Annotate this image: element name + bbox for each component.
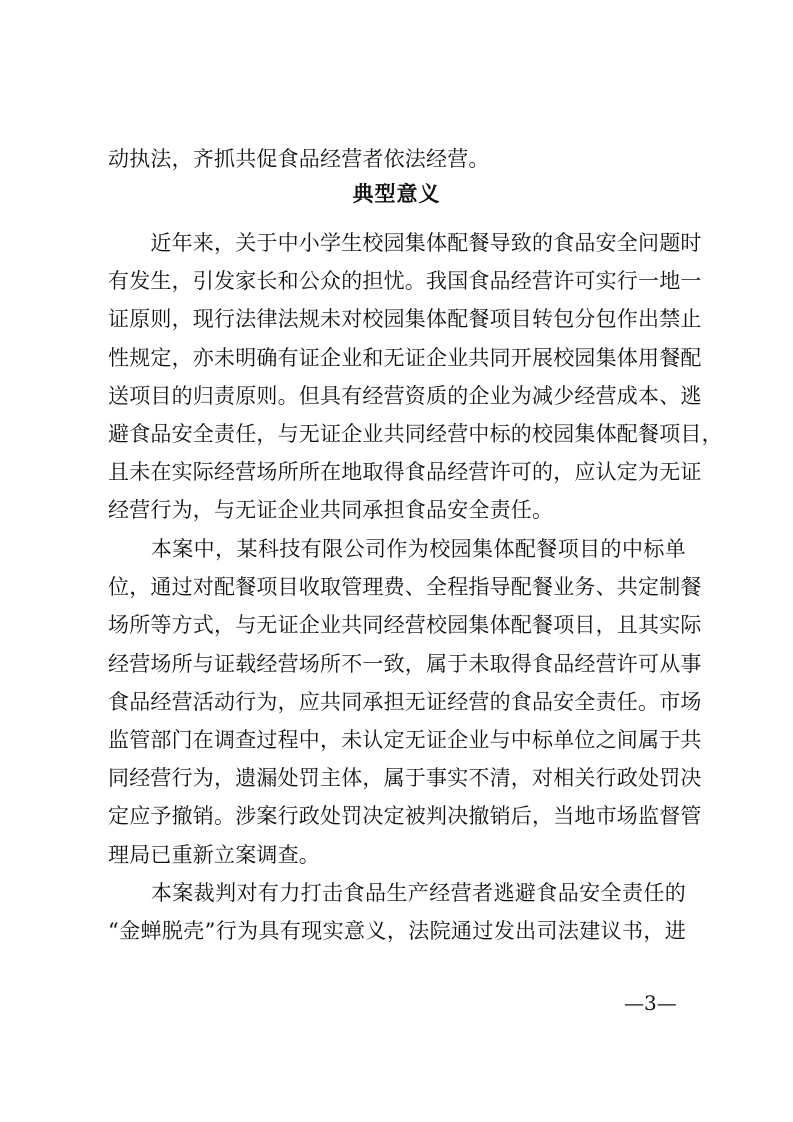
- text-line: 避食品安全责任，与无证企业共同经营中标的校园集体配餐项目，: [108, 421, 723, 446]
- text-line: 食品经营活动行为，应共同承担无证经营的食品安全责任。市场: [108, 689, 702, 714]
- text-line: 位，通过对配餐项目收取管理费、全程指导配餐业务、共定制餐: [108, 575, 702, 600]
- text-line: 证原则，现行法律法规未对校园集体配餐项目转包分包作出禁止: [108, 307, 702, 332]
- text-line: 本案裁判对有力打击食品生产经营者逃避食品安全责任的: [108, 881, 686, 905]
- text-line: 经营行为，与无证企业共同承担食品安全责任。: [108, 498, 554, 523]
- text-line: 送项目的归责原则。但具有经营资质的企业为减少经营成本、逃: [108, 383, 702, 408]
- text-line: 定应予撤销。涉案行政处罚决定被判决撤销后，当地市场监督管: [108, 804, 702, 829]
- text-line: 本案中，某科技有限公司作为校园集体配餐项目的中标单: [108, 537, 686, 561]
- text-line: 同经营行为，遗漏处罚主体，属于事实不清，对相关行政处罚决: [108, 766, 702, 791]
- intro-paragraph: [108, 140, 686, 178]
- text-line: “金蝉脱壳”行为具有现实意义，法院通过发出司法建议书，进: [108, 919, 686, 944]
- text-line: 经营场所与证载经营场所不一致，属于未取得食品经营许可从事: [108, 651, 702, 676]
- text-line: 近年来，关于中小学生校园集体配餐导致的食品安全问题时: [108, 231, 702, 255]
- paragraph-case: [108, 530, 702, 874]
- paragraph-ruling: [108, 874, 686, 950]
- text-line: 场所等方式，与无证企业共同经营校园集体配餐项目，且其实际: [108, 613, 702, 638]
- text-line: 理局已重新立案调查。: [108, 842, 320, 867]
- text-line: 且未在实际经营场所所在地取得食品经营许可的，应认定为无证: [108, 460, 702, 485]
- text-line: 有发生，引发家长和公众的担忧。我国食品经营许可实行一地一: [108, 269, 702, 294]
- page-number: —3—: [624, 991, 677, 1015]
- paragraph-significance: [108, 224, 723, 530]
- text-line: 性规定，亦未明确有证企业和无证企业共同开展校园集体用餐配: [108, 345, 702, 370]
- intro-line: 动执法，齐抓共促食品经营者依法经营。: [108, 147, 490, 171]
- section-heading: 典型意义: [352, 182, 441, 206]
- text-line: 监管部门在调查过程中，未认定无证企业与中标单位之间属于共: [108, 727, 702, 752]
